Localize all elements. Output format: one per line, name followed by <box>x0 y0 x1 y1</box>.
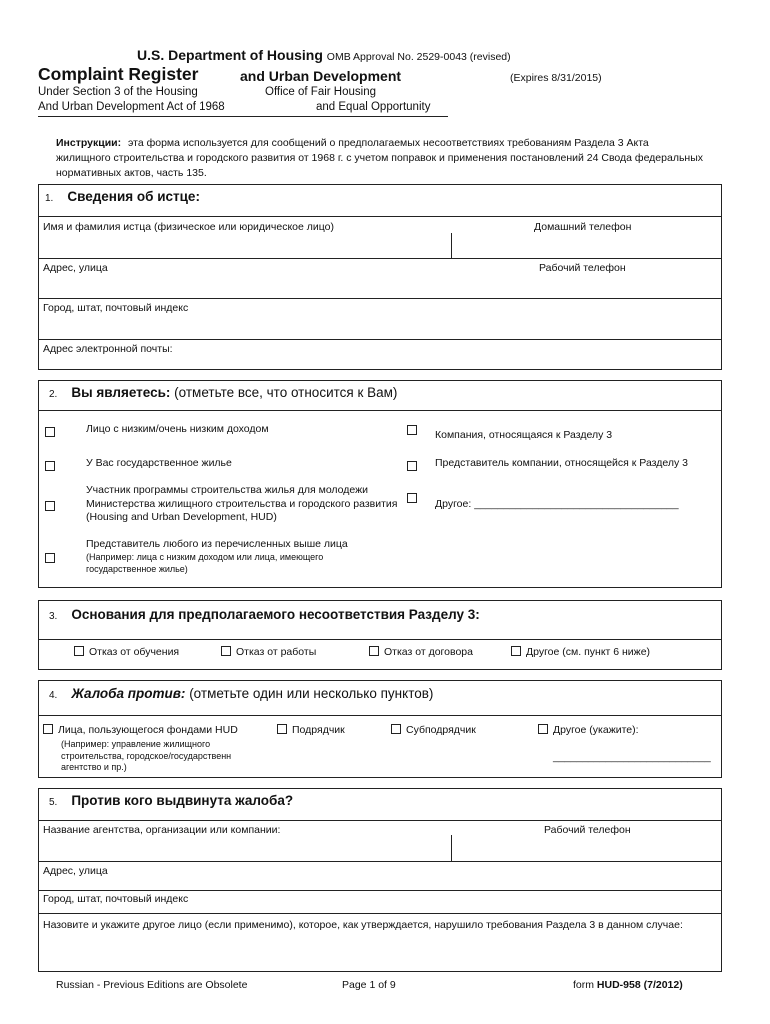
dept-line2: and Urban Development <box>240 68 402 84</box>
office-equal: and Equal Opportunity <box>316 101 431 113</box>
section-1-heading: Сведения об истце: <box>67 189 200 204</box>
section-3 <box>38 600 722 670</box>
email-label: Адрес электронной почты: <box>43 343 173 355</box>
other-against-checkbox[interactable] <box>538 724 548 734</box>
instructions <box>56 136 706 181</box>
divider <box>39 410 721 411</box>
contractor-checkbox[interactable] <box>277 724 287 734</box>
work-phone-label: Рабочий телефон <box>539 262 626 274</box>
divider <box>39 861 721 862</box>
section-4-title <box>49 686 433 701</box>
other-against-line[interactable]: ___________________________ <box>553 751 711 763</box>
section-2-note: (отметьте все, что относится к Вам) <box>174 385 398 400</box>
section-1 <box>38 184 722 370</box>
section-1-number: 1. <box>45 193 54 204</box>
form-title: Complaint Register <box>38 64 199 84</box>
section-1-title <box>45 189 200 204</box>
city-state-zip-label: Город, штат, почтовый индекс <box>43 302 189 314</box>
section-2-title <box>49 385 397 400</box>
contractor-label: Подрядчик <box>292 724 345 736</box>
expires-date: (Expires 8/31/2015) <box>510 72 602 84</box>
section-5-title <box>49 793 293 808</box>
public-housing-checkbox[interactable] <box>45 461 55 471</box>
divider <box>39 890 721 891</box>
form-id: HUD-958 (7/2012) <box>596 979 683 991</box>
hud-funds-label: Лица, пользующегося фондами HUD <box>58 724 238 736</box>
hud-participant-label: Участник программы строительства жилья для молодежи Министерства жилищного строительства и городского развития (Housing and Urban Development, HUD) <box>86 484 398 523</box>
representative-label: Представитель любого из перечисленных выше лица <box>86 538 348 550</box>
form-prefix: form <box>573 979 594 991</box>
field-separator <box>451 835 452 861</box>
divider <box>39 258 721 259</box>
divider <box>39 639 721 640</box>
hud-funds-checkbox[interactable] <box>43 724 53 734</box>
divider <box>39 913 721 914</box>
divider <box>39 216 721 217</box>
dept-name: U.S. Department of Housing <box>137 47 323 63</box>
section-4-number: 4. <box>49 690 58 701</box>
omb-approval: OMB Approval No. 2529-0043 (revised) <box>326 51 511 63</box>
low-income-checkbox[interactable] <box>45 427 55 437</box>
option-contractor[interactable] <box>277 724 345 736</box>
respondent-work-phone-label: Рабочий телефон <box>544 824 631 836</box>
other-checkbox[interactable] <box>407 493 417 503</box>
instructions-text: эта форма используется для сообщений о предполагаемых несоответствиях требованиям Раздела 3 Акта жилищного строительства и городского развития от 1968 г. с учетом поправок и применения постановлений 24 Свода федеральных нормативных актов, часть 135. <box>56 137 704 179</box>
other-reason-label: Другое (см. пункт 6 ниже) <box>526 646 651 658</box>
section-5 <box>38 788 722 972</box>
respondent-address-label: Адрес, улица <box>43 865 108 877</box>
home-phone-label: Домашний телефон <box>534 221 632 233</box>
other-person-label: Назовите и укажите другое лицо (если применимо), которое, как утверждается, нарушило требования Раздела 3 в данном случае: <box>43 919 683 931</box>
other-reason-checkbox[interactable] <box>511 646 521 656</box>
section-5-number: 5. <box>49 797 58 808</box>
option-work[interactable] <box>221 646 316 658</box>
training-label: Отказ от обучения <box>89 646 180 658</box>
field-separator <box>451 233 452 259</box>
contract-label: Отказ от договора <box>384 646 473 658</box>
street-address-label: Адрес, улица <box>43 262 108 274</box>
option-contract[interactable] <box>369 646 473 658</box>
subcontractor-label: Субподрядчик <box>406 724 476 736</box>
option-hud-funds[interactable] <box>43 724 238 736</box>
training-checkbox[interactable] <box>74 646 84 656</box>
footer-edition-note: Russian - Previous Editions are Obsolete <box>56 979 248 991</box>
other-against-label: Другое (укажите): <box>553 724 639 736</box>
divider <box>39 715 721 716</box>
dept-line <box>137 47 511 63</box>
section-2-number: 2. <box>49 389 58 400</box>
section-4-note: (отметьте один или несколько пунктов) <box>189 686 434 701</box>
representative-note: (Например: лица с низким доходом или лица, имеющего государственное жилье) <box>86 552 324 574</box>
section-3-number: 3. <box>49 611 58 622</box>
company-rep-label: Представитель компании, относящейся к Разделу 3 <box>435 457 688 469</box>
option-training[interactable] <box>74 646 179 658</box>
complainant-name-label: Имя и фамилия истца (физическое или юридическое лицо) <box>43 221 334 233</box>
divider <box>39 339 721 340</box>
section-3-heading: Основания для предполагаемого несоответствия Разделу 3: <box>71 607 480 622</box>
work-label: Отказ от работы <box>236 646 317 658</box>
public-housing-label: У Вас государственное жилье <box>86 457 232 469</box>
section-4 <box>38 680 722 778</box>
form-number <box>573 979 683 991</box>
hud-participant-checkbox[interactable] <box>45 501 55 511</box>
company-rep-checkbox[interactable] <box>407 461 417 471</box>
option-other[interactable] <box>511 646 650 658</box>
page-number: Page 1 of 9 <box>342 979 396 991</box>
section-2-heading: Вы являетесь: <box>71 385 171 400</box>
under-section: Under Section 3 of the Housing <box>38 86 198 98</box>
divider <box>39 820 721 821</box>
representative-checkbox[interactable] <box>45 553 55 563</box>
other-label: Другое: ___________________________________ <box>435 498 679 510</box>
header-rule <box>38 116 448 117</box>
act-name: And Urban Development Act of 1968 <box>38 101 225 113</box>
divider <box>39 298 721 299</box>
section-5-heading: Против кого выдвинута жалоба? <box>71 793 294 808</box>
low-income-label: Лицо с низким/очень низким доходом <box>86 423 269 435</box>
respondent-city-label: Город, штат, почтовый индекс <box>43 893 189 905</box>
subcontractor-checkbox[interactable] <box>391 724 401 734</box>
section3-company-label: Компания, относящаяся к Разделу 3 <box>435 429 613 441</box>
section-2 <box>38 380 722 588</box>
section3-company-checkbox[interactable] <box>407 425 417 435</box>
office-name: Office of Fair Housing <box>265 86 377 98</box>
agency-name-label: Название агентства, организации или компании: <box>43 824 281 836</box>
option-other-against[interactable] <box>538 724 639 736</box>
contract-checkbox[interactable] <box>369 646 379 656</box>
section-3-title <box>49 607 480 622</box>
option-subcontractor[interactable] <box>391 724 476 736</box>
hud-funds-note: (Например: управление жилищного строительства, городское/государственн агентство и пр.) <box>61 739 232 772</box>
section-4-heading: Жалоба против: <box>71 686 186 701</box>
work-checkbox[interactable] <box>221 646 231 656</box>
instructions-label: Инструкции: <box>56 137 122 149</box>
